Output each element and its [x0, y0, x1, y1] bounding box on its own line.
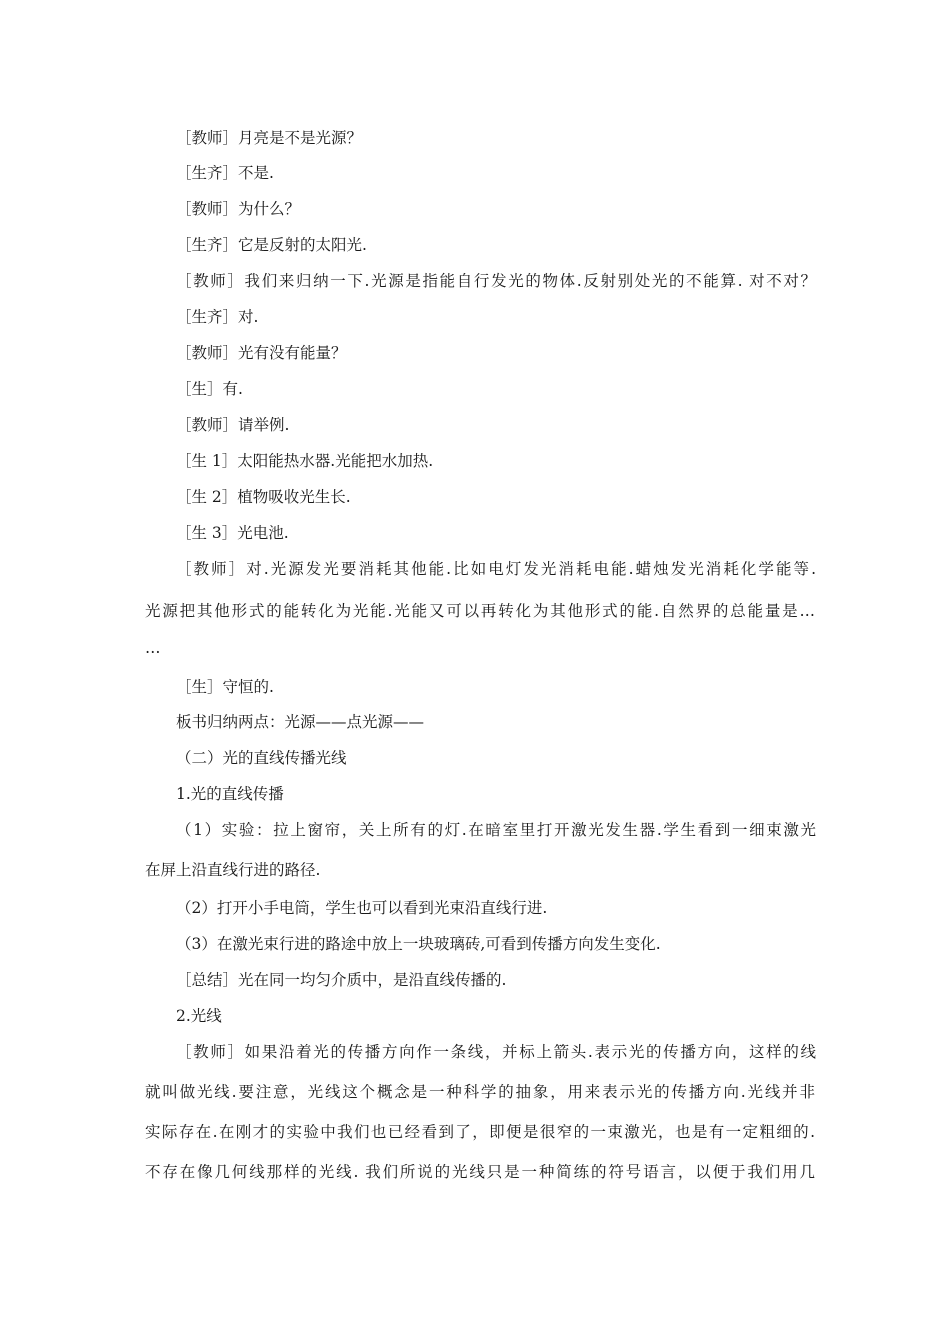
dialogue-line-10: ［生 1］太阳能热水器.光能把水加热. — [176, 452, 434, 470]
paragraph-line: ［教师］对.光源发光要消耗其他能.比如电灯发光消耗电能.蜡烛发光消耗化学能等. — [176, 560, 816, 578]
dialogue-line-12: ［生 3］光电池. — [176, 524, 289, 542]
dialogue-line-11: ［生 2］植物吸收光生长. — [176, 488, 351, 506]
paragraph-line: （3）在激光束行进的路途中放上一块玻璃砖,可看到传播方向发生变化. — [176, 935, 661, 953]
dialogue-line-1: ［教师］月亮是不是光源？ — [176, 129, 363, 147]
dialogue-line-4: ［生齐］它是反射的太阳光. — [176, 236, 367, 254]
dialogue-line-8: ［生］有. — [176, 380, 243, 398]
paragraph-line: （1）实验：拉上窗帘，关上所有的灯.在暗室里打开激光发生器.学生看到一细束激光 — [176, 821, 816, 839]
subsection-heading: 2.光线 — [176, 1007, 222, 1025]
dialogue-line-3: ［教师］为什么？ — [176, 200, 301, 218]
dialogue-line-13: ［生］守恒的. — [176, 678, 274, 696]
dialogue-line-6: ［生齐］对. — [176, 308, 259, 326]
paragraph-line: 在屏上沿直线行进的路径. — [145, 861, 321, 879]
subsection-heading: 1.光的直线传播 — [176, 785, 284, 803]
paragraph-line: 不存在像几何线那样的光线. 我们所说的光线只是一种简练的符号语言，以便于我们用几 — [145, 1163, 815, 1181]
dialogue-line-2: ［生齐］不是. — [176, 164, 274, 182]
summary-line: ［总结］光在同一均匀介质中，是沿直线传播的. — [176, 971, 507, 989]
dialogue-line-5: ［教师］我们来归纳一下.光源是指能自行发光的物体.反射别处光的不能算. 对不对？ — [176, 272, 816, 290]
dialogue-line-7: ［教师］光有没有能量？ — [176, 344, 347, 362]
paragraph-line: （2）打开小手电筒，学生也可以看到光束沿直线行进. — [176, 899, 548, 917]
paragraph-line: 光源把其他形式的能转化为光能.光能又可以再转化为其他形式的能.自然界的总能量是… — [145, 602, 815, 620]
paragraph-line: … — [145, 639, 161, 657]
paragraph-line: 就叫做光线.要注意，光线这个概念是一种科学的抽象，用来表示光的传播方向.光线并非 — [145, 1083, 815, 1101]
board-summary: 板书归纳两点：光源——点光源—— — [176, 713, 425, 731]
dialogue-line-9: ［教师］请举例. — [176, 416, 290, 434]
paragraph-line: 实际存在.在刚才的实验中我们也已经看到了，即便是很窄的一束激光，也是有一定粗细的. — [145, 1123, 815, 1141]
paragraph-line: ［教师］如果沿着光的传播方向作一条线，并标上箭头.表示光的传播方向，这样的线 — [176, 1043, 816, 1061]
section-heading: （二）光的直线传播光线 — [176, 749, 347, 767]
